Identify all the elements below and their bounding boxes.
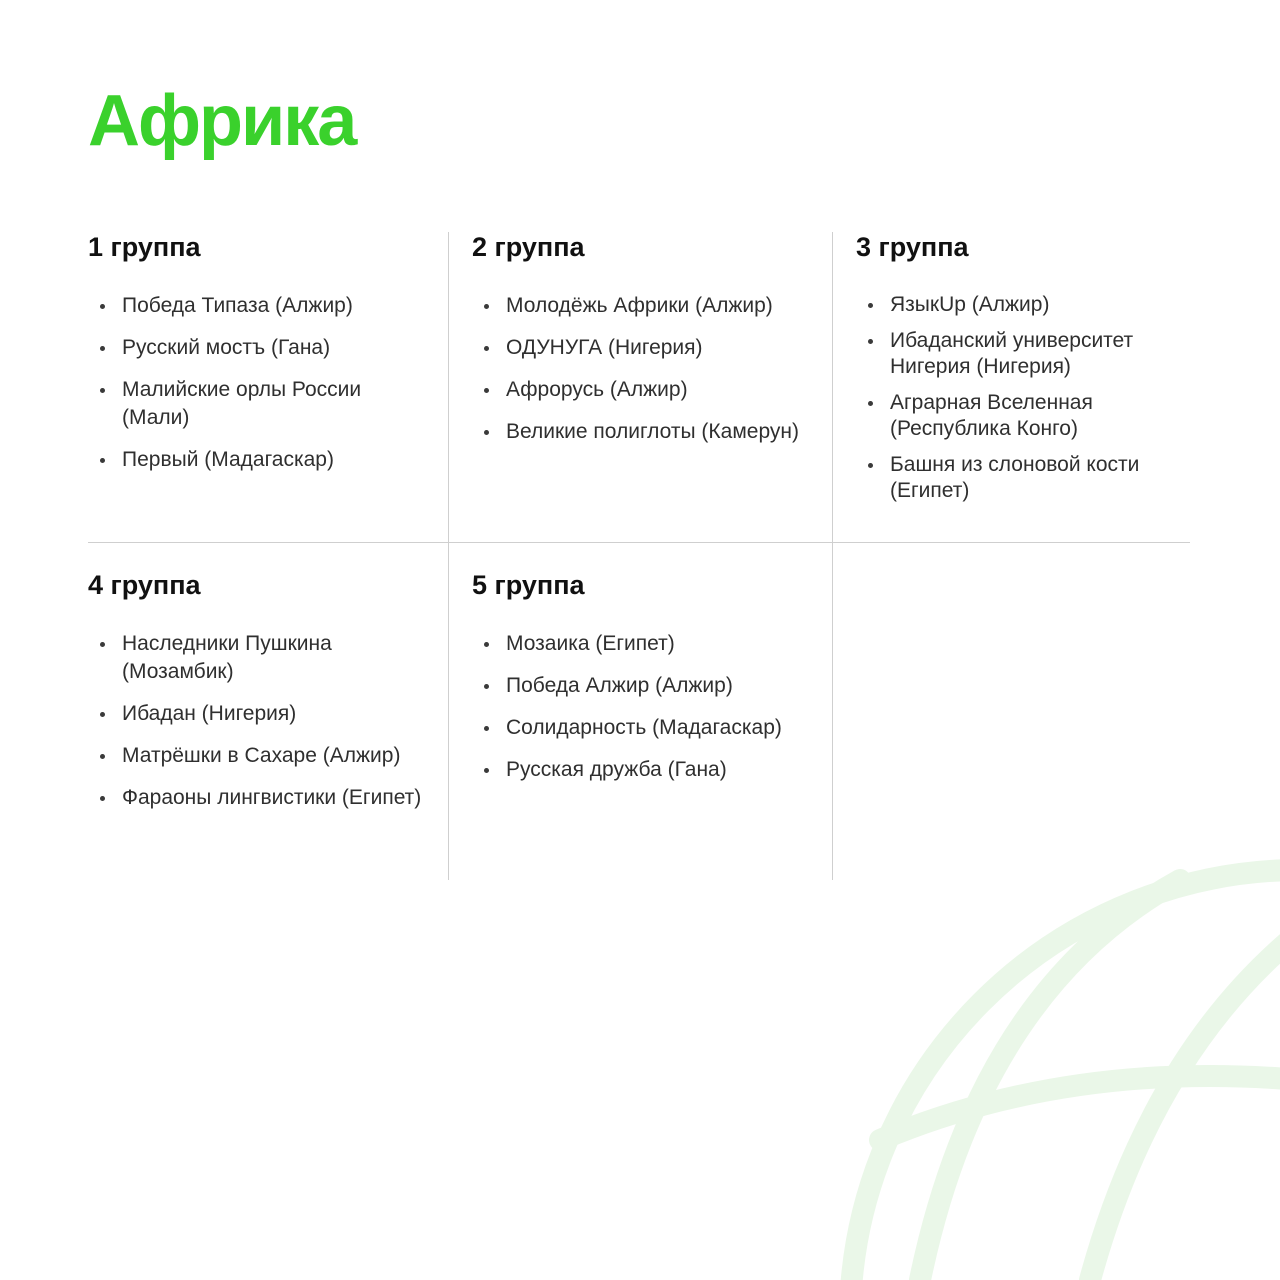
- bullet-icon: [868, 339, 873, 344]
- list-item: ОДУНУГА (Нигерия): [472, 334, 812, 362]
- list-item: Наследники Пушкина (Мозамбик): [88, 630, 428, 686]
- group-title: 5 группа: [472, 570, 585, 600]
- bullet-icon: [100, 712, 105, 717]
- list-item: Малийские орлы России (Мали): [88, 376, 428, 432]
- group-title: 4 группа: [88, 570, 201, 600]
- bullet-icon: [484, 304, 489, 309]
- globe-latitude: [880, 1076, 1280, 1140]
- bullet-icon: [100, 796, 105, 801]
- list-item: Мозаика (Египет): [472, 630, 812, 658]
- bullet-icon: [484, 346, 489, 351]
- group-list: [472, 292, 812, 446]
- bullet-icon: [100, 642, 105, 647]
- list-item: Русская дружба (Гана): [472, 756, 812, 784]
- group-3: [856, 230, 1176, 514]
- list-item: Русский мостъ (Гана): [88, 334, 428, 362]
- group-list: [856, 292, 1176, 504]
- list-item: Матрёшки в Сахаре (Алжир): [88, 742, 428, 770]
- bullet-icon: [484, 430, 489, 435]
- bullet-icon: [484, 726, 489, 731]
- list-item: Великие полиглоты (Камерун): [472, 418, 812, 446]
- list-item: Солидарность (Мадагаскар): [472, 714, 812, 742]
- list-item: Аграрная Вселенная (Республика Конго): [856, 390, 1176, 442]
- bullet-icon: [484, 684, 489, 689]
- globe-icon: [820, 840, 1280, 1280]
- group-title: 1 группа: [88, 232, 201, 262]
- group-5: [472, 568, 812, 798]
- column-divider: [832, 232, 833, 880]
- bullet-icon: [100, 304, 105, 309]
- list-item: Первый (Мадагаскар): [88, 446, 428, 474]
- group-4: [88, 568, 428, 826]
- bullet-icon: [484, 768, 489, 773]
- list-item: Афрорусь (Алжир): [472, 376, 812, 404]
- bullet-icon: [868, 463, 873, 468]
- list-item: Ибаданский университет Нигерия (Нигерия): [856, 328, 1176, 380]
- bullet-icon: [100, 388, 105, 393]
- list-item: Молодёжь Африки (Алжир): [472, 292, 812, 320]
- group-title: 2 группа: [472, 232, 585, 262]
- group-1: [88, 230, 428, 488]
- group-title: 3 группа: [856, 232, 969, 262]
- list-item: Победа Алжир (Алжир): [472, 672, 812, 700]
- list-item: Победа Типаза (Алжир): [88, 292, 428, 320]
- bullet-icon: [100, 458, 105, 463]
- group-list: [88, 292, 428, 474]
- list-item: Башня из слоновой кости (Египет): [856, 452, 1176, 504]
- column-divider: [448, 232, 449, 880]
- bullet-icon: [100, 754, 105, 759]
- globe-lines: [850, 870, 1280, 1280]
- globe-meridian: [1090, 940, 1280, 1280]
- list-item: Фараоны лингвистики (Египет): [88, 784, 428, 812]
- group-2: [472, 230, 812, 460]
- list-item: Ибадан (Нигерия): [88, 700, 428, 728]
- bullet-icon: [868, 401, 873, 406]
- list-item: ЯзыкUp (Алжир): [856, 292, 1176, 318]
- group-list: [472, 630, 812, 784]
- groups-grid: [88, 230, 1192, 880]
- bullet-icon: [100, 346, 105, 351]
- bullet-icon: [484, 388, 489, 393]
- row-divider: [88, 542, 1190, 543]
- page-title: Африка: [88, 81, 356, 161]
- bullet-icon: [484, 642, 489, 647]
- group-list: [88, 630, 428, 812]
- bullet-icon: [868, 303, 873, 308]
